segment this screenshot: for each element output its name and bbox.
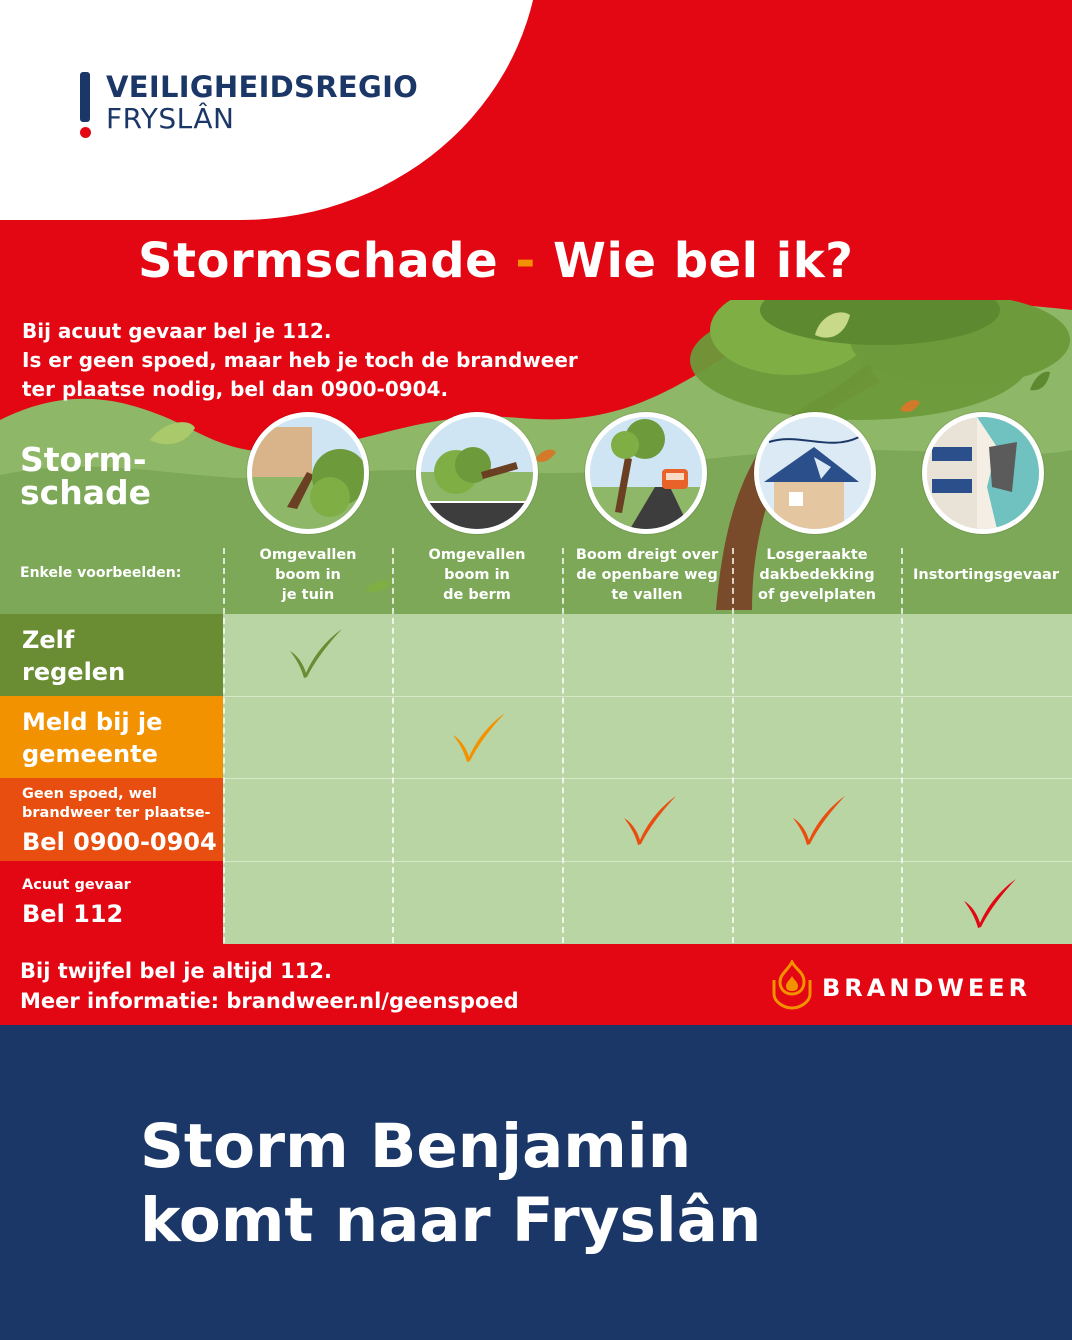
intro-line-1: Bij acuut gevaar bel je 112. xyxy=(22,319,332,343)
response-matrix xyxy=(223,614,1072,944)
title-part-1: Stormschade xyxy=(138,233,499,289)
intro-text xyxy=(22,317,578,404)
logo-line-2: FRYSLÂN xyxy=(106,102,235,135)
headline-line-2: komt naar Fryslân xyxy=(140,1185,762,1256)
footer-text xyxy=(20,956,519,1016)
row-label-geen-spoed: Geen spoed, wel brandweer ter plaatse- Bel 0900-0904 xyxy=(0,778,223,861)
column-divider xyxy=(901,548,903,943)
headline-line-1: Storm Benjamin xyxy=(140,1111,692,1182)
column-header-tree-garden: Omgevallen boom in je tuin xyxy=(259,547,357,603)
title-dash: - xyxy=(515,233,536,289)
checkmark-icon xyxy=(287,627,345,679)
row-label-gemeente: Meld bij je gemeente xyxy=(0,696,223,778)
damaged-roof-icon xyxy=(754,412,876,534)
brandweer-logo xyxy=(770,960,1032,1014)
examples-label: Enkele voorbeelden: xyxy=(20,565,182,581)
column-header-damaged-roof: Losgeraakte dakbedekking of gevelplaten xyxy=(757,547,876,603)
logo-line-1: VEILIGHEIDSREGIO xyxy=(106,70,419,104)
footer-line-1: Bij twijfel bel je altijd 112. xyxy=(20,959,332,983)
tree-over-road-icon xyxy=(585,412,707,534)
storm-label-line-1: Storm- xyxy=(20,440,147,479)
checkmark-icon xyxy=(450,711,508,763)
title-part-2: Wie bel ik? xyxy=(553,233,854,289)
checkmark-icon xyxy=(961,877,1019,929)
column-divider xyxy=(392,548,394,943)
row-label-acuut-gevaar: Acuut gevaar Bel 112 xyxy=(0,861,223,944)
logo-exclamation-bar xyxy=(80,72,90,122)
storm-label-line-2: schade xyxy=(20,473,151,512)
collapse-danger-icon xyxy=(922,412,1044,534)
column-divider xyxy=(223,548,225,943)
column-header-collapse-danger: Instortingsgevaar xyxy=(912,567,1059,583)
checkmark-icon xyxy=(790,794,848,846)
footer-line-2: Meer informatie: brandweer.nl/geenspoed xyxy=(20,989,519,1013)
row-divider xyxy=(223,861,1072,862)
fallen-tree-roadside-icon xyxy=(416,412,538,534)
fallen-tree-garden-icon xyxy=(247,412,369,534)
row-divider xyxy=(223,696,1072,697)
column-divider xyxy=(732,548,734,943)
intro-line-3: ter plaatse nodig, bel dan 0900-0904. xyxy=(22,377,449,401)
column-header-tree-over-road: Boom dreigt over de openbare weg te vallen xyxy=(575,547,719,603)
row-divider xyxy=(223,778,1072,779)
column-divider xyxy=(562,548,564,943)
checkmark-icon xyxy=(621,794,679,846)
headline xyxy=(140,1110,761,1258)
logo-exclamation-dot xyxy=(80,127,91,138)
flame-shield-icon xyxy=(770,960,814,1010)
intro-line-2: Is er geen spoed, maar heb je toch de brandweer xyxy=(22,348,578,372)
storm-schade-label xyxy=(20,440,151,512)
brand-name: BRANDWEER xyxy=(822,974,1032,1002)
row-label-zelf-regelen: Zelf regelen xyxy=(0,614,223,696)
column-header-tree-roadside: Omgevallen boom in de berm xyxy=(428,547,526,603)
page-title xyxy=(138,233,854,289)
